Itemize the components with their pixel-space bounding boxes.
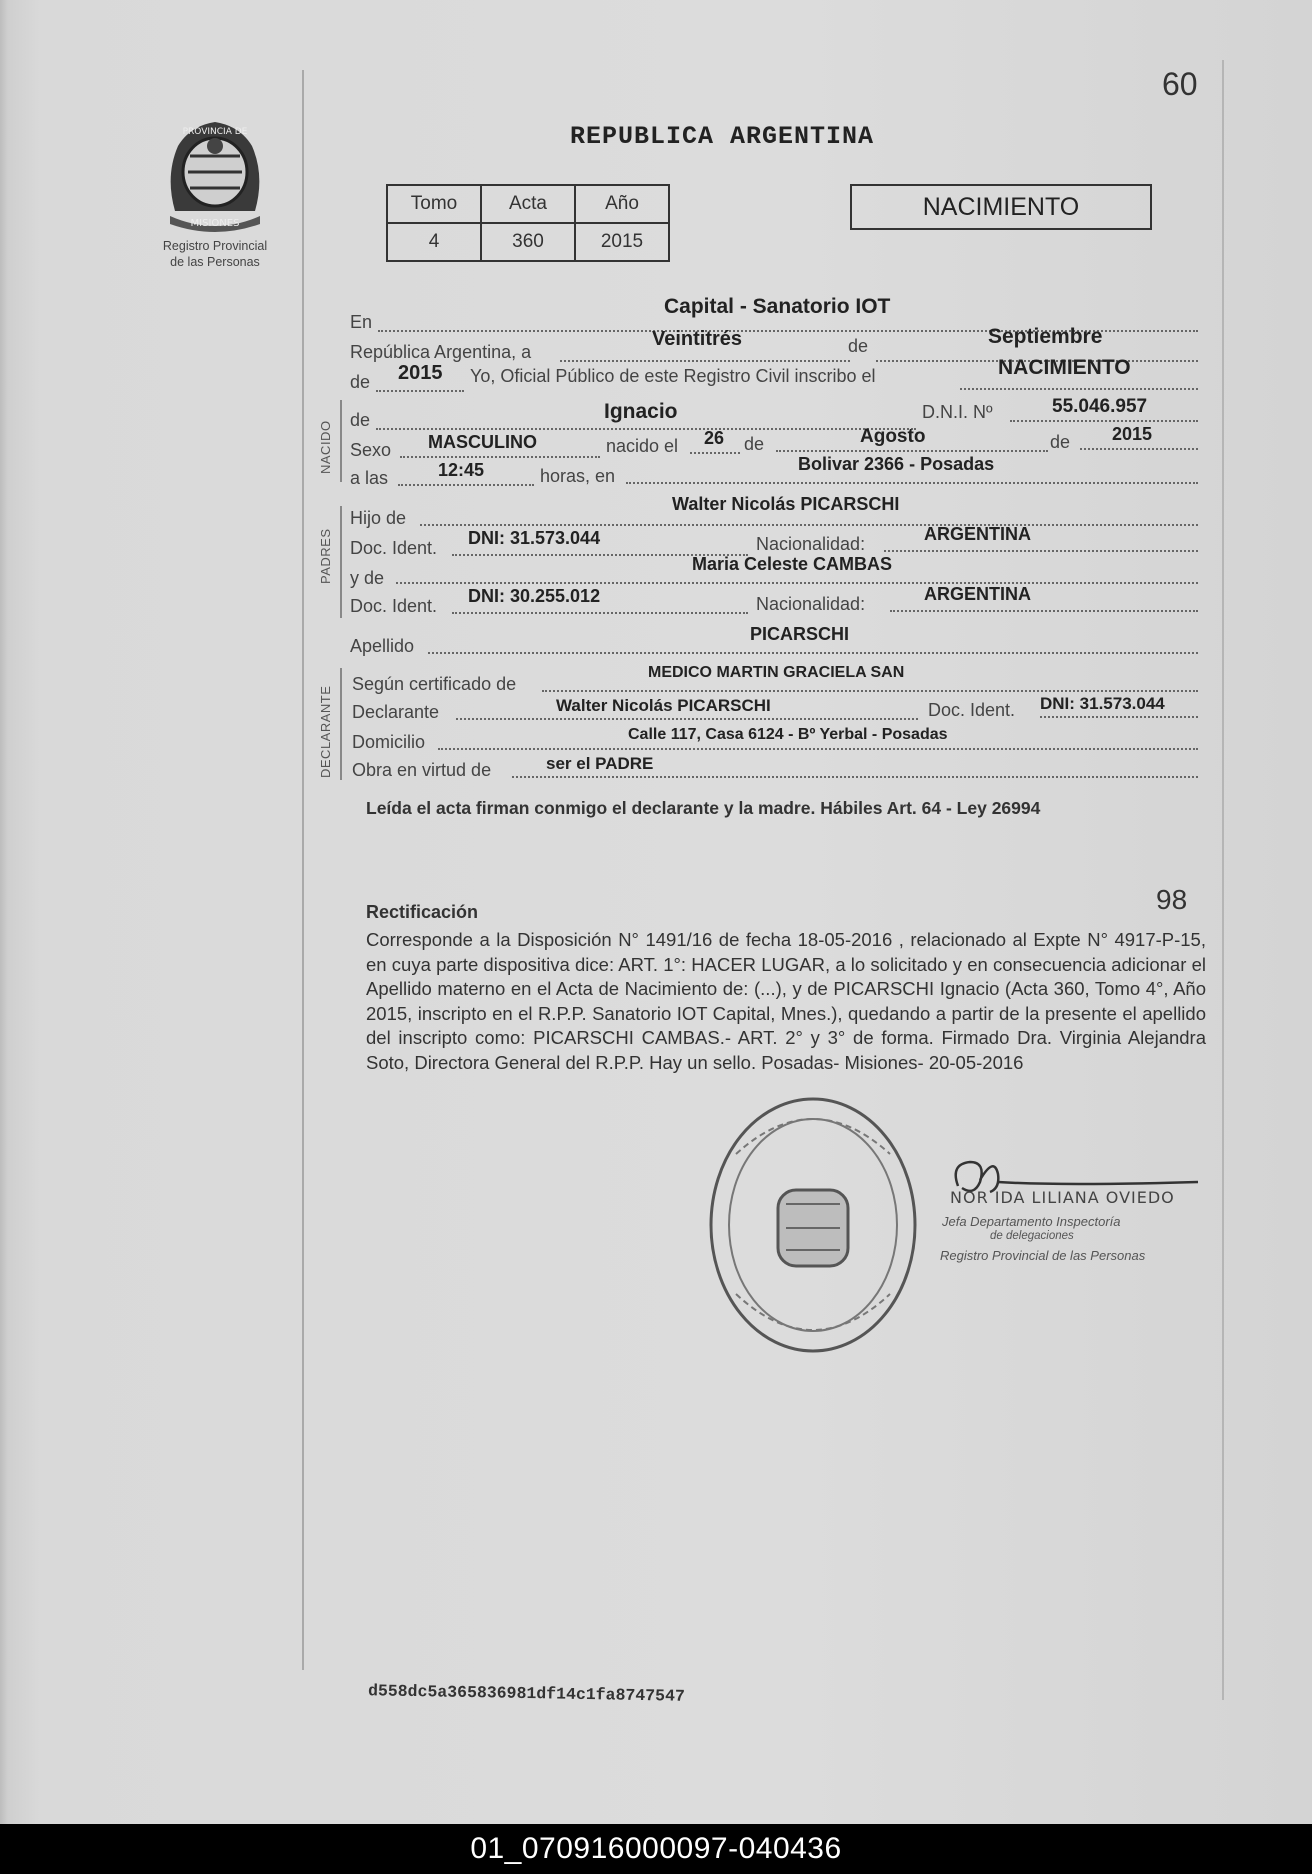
obra-label: Obra en virtud de — [352, 760, 492, 780]
dotted-line — [542, 690, 1198, 692]
acta-header: Acta — [481, 185, 575, 223]
nacido-section-label: NACIDO — [318, 420, 333, 474]
tomo-header: Tomo — [387, 185, 481, 223]
anio-acta-value: 2015 — [398, 362, 443, 384]
registry-table — [386, 184, 670, 262]
madre-nacionalidad-label: Nacionalidad: — [756, 594, 866, 614]
dotted-line — [884, 550, 1198, 552]
dotted-line — [776, 450, 1048, 452]
left-margin-rule — [302, 70, 304, 1670]
logo-caption-line1: Registro Provincial — [162, 239, 268, 253]
dotted-line — [1040, 716, 1198, 718]
dotted-line — [420, 524, 1198, 526]
dia-texto-value: Veintitrés — [652, 328, 743, 350]
document-hash: d558dc5a365836981df14c1fa8747547 — [367, 1681, 686, 1706]
padre-doc-value: DNI: 31.573.044 — [468, 528, 601, 548]
document-title: REPUBLICA ARGENTINA — [570, 122, 875, 151]
official-stamp — [706, 1094, 920, 1356]
madre-nacionalidad-value: ARGENTINA — [924, 584, 1031, 604]
de-dia-label: de — [744, 434, 765, 454]
dotted-line — [1010, 420, 1198, 422]
hora-value: 12:45 — [438, 460, 485, 480]
signer-title-2: de delegaciones — [990, 1230, 1074, 1242]
logo-caption-line2: de las Personas — [170, 255, 260, 269]
lugar-value: Capital - Sanatorio IOT — [664, 295, 891, 318]
republica-label: República Argentina, a — [350, 342, 532, 362]
signer-title-3: Registro Provincial de las Personas — [940, 1248, 1146, 1263]
dotted-line — [396, 582, 1198, 584]
acta-value: 360 — [481, 223, 575, 261]
certificado-value: MEDICO MARTIN GRACIELA SAN — [648, 664, 905, 681]
mes-value: Septiembre — [988, 325, 1103, 348]
domicilio-label: Domicilio — [352, 732, 426, 752]
de-label: de — [848, 336, 869, 356]
de2-label: de — [350, 372, 371, 392]
a-las-label: a las — [350, 468, 389, 488]
anio-nacimiento-value: 2015 — [1112, 424, 1153, 444]
dotted-line — [960, 388, 1198, 390]
rectificacion-text: Corresponde a la Disposición N° 1491/16 de fecha 18-05-2016 , relacionado al Expte N° 4917-P-15, en cuya parte dispositiva dice: ART. 1°: HACER LUGAR, a lo solicitado y en consecuencia adicionar el Apellido materno en el Acta de Nacimiento de: (...), y de PICARSCHI Ignacio (Acta 360, Tomo 4°, Año 2015, inscripto en el R.P.P. Sanatorio IOT Capital, Mnes.), quedando a partir de la presente el apellido del inscripto como: PICARSCHI CAMBAS.- ART. 2° y 3° de forma. Firmado Dra. Virginia Alejandra Soto, Directora General del R.P.P. Hay un sello. Posadas- Misiones- 20-05-2016 — [366, 929, 1206, 1073]
nombre-value: Ignacio — [604, 400, 678, 423]
apellido-value: PICARSCHI — [750, 624, 850, 644]
certificado-label: Según certificado de — [352, 674, 517, 694]
signature-note: Leída el acta firman conmigo el declarante y la madre. Hábiles Art. 64 - Ley 26994 — [366, 798, 1041, 818]
dotted-line — [626, 482, 1198, 484]
oficial-texto: Yo, Oficial Público de este Registro Civil inscribo el — [470, 366, 876, 386]
signer-title-1: Jefa Departamento Inspectoría — [942, 1214, 1121, 1229]
obra-value: ser el PADRE — [546, 754, 654, 773]
sexo-label: Sexo — [350, 440, 392, 460]
padres-section-label: PADRES — [318, 528, 333, 584]
dotted-line — [376, 428, 916, 430]
signer-name: NOR IDA LILIANA OVIEDO — [950, 1188, 1175, 1207]
padre-nacionalidad-value: ARGENTINA — [924, 524, 1031, 544]
dotted-line — [438, 748, 1198, 750]
inscripcion-value: NACIMIENTO — [998, 356, 1131, 379]
de-nombre-label: de — [350, 410, 371, 430]
dotted-line — [512, 776, 1198, 778]
anio-header: Año — [575, 185, 669, 223]
declarante-label: Declarante — [352, 702, 440, 722]
dia-value: 26 — [704, 428, 725, 448]
domicilio-value: Calle 117, Casa 6124 - Bº Yerbal - Posadas — [628, 726, 948, 743]
de-mes-label: de — [1050, 432, 1071, 452]
dotted-line — [1080, 448, 1198, 450]
apellido-label: Apellido — [350, 636, 415, 656]
right-margin-rule — [1222, 60, 1224, 1700]
lugar-nacimiento-value: Bolivar 2366 - Posadas — [798, 454, 995, 474]
anio-value: 2015 — [575, 223, 669, 261]
dotted-line — [456, 718, 918, 720]
mes-nacimiento-value: Agosto — [860, 426, 926, 447]
nacido-el-label: nacido el — [606, 436, 679, 456]
padre-nacionalidad-label: Nacionalidad: — [756, 534, 866, 554]
dotted-line — [376, 390, 464, 392]
provincial-seal-logo — [160, 116, 270, 234]
madre-doc-label: Doc. Ident. — [350, 596, 438, 616]
tomo-value: 4 — [387, 223, 481, 261]
seal-ring-top: PROVINCIA DE — [182, 127, 248, 137]
dotted-line — [560, 360, 850, 362]
sexo-value: MASCULINO — [428, 432, 537, 452]
padre-doc-label: Doc. Ident. — [350, 538, 438, 558]
file-id-bar: 01_070916000097-040436 — [0, 1824, 1312, 1874]
acta-type-box: NACIMIENTO — [850, 184, 1152, 230]
dni-label: D.N.I. Nº — [922, 402, 993, 422]
declarante-value: Walter Nicolás PICARSCHI — [556, 696, 771, 715]
dotted-line — [690, 452, 740, 454]
declarante-doc-value: DNI: 31.573.044 — [1040, 694, 1165, 713]
dotted-line — [398, 484, 534, 486]
rectificacion-number: 98 — [1156, 884, 1188, 915]
declarante-doc-label: Doc. Ident. — [928, 700, 1016, 720]
madre-doc-value: DNI: 30.255.012 — [468, 586, 601, 606]
y-de-label: y de — [350, 568, 385, 588]
dotted-line — [890, 610, 1198, 612]
madre-value: Maria Celeste CAMBAS — [692, 554, 893, 574]
nacido-section-rule — [340, 400, 342, 482]
padre-value: Walter Nicolás PICARSCHI — [672, 494, 900, 514]
dotted-line — [452, 612, 748, 614]
hijo-de-label: Hijo de — [350, 508, 407, 528]
logo-caption — [140, 238, 290, 270]
declarante-section-label: DECLARANTE — [318, 685, 333, 778]
en-label: En — [350, 312, 373, 332]
page-number: 60 — [1162, 66, 1198, 102]
seal-ring-bottom: MISIONES — [190, 218, 240, 229]
rectificacion-title: Rectificación — [366, 902, 479, 922]
dotted-line — [400, 456, 600, 458]
declarante-section-rule — [340, 668, 342, 780]
dotted-line — [428, 652, 1198, 654]
dni-value: 55.046.957 — [1052, 396, 1148, 417]
padres-section-rule — [340, 506, 342, 618]
horas-en-label: horas, en — [540, 466, 616, 486]
